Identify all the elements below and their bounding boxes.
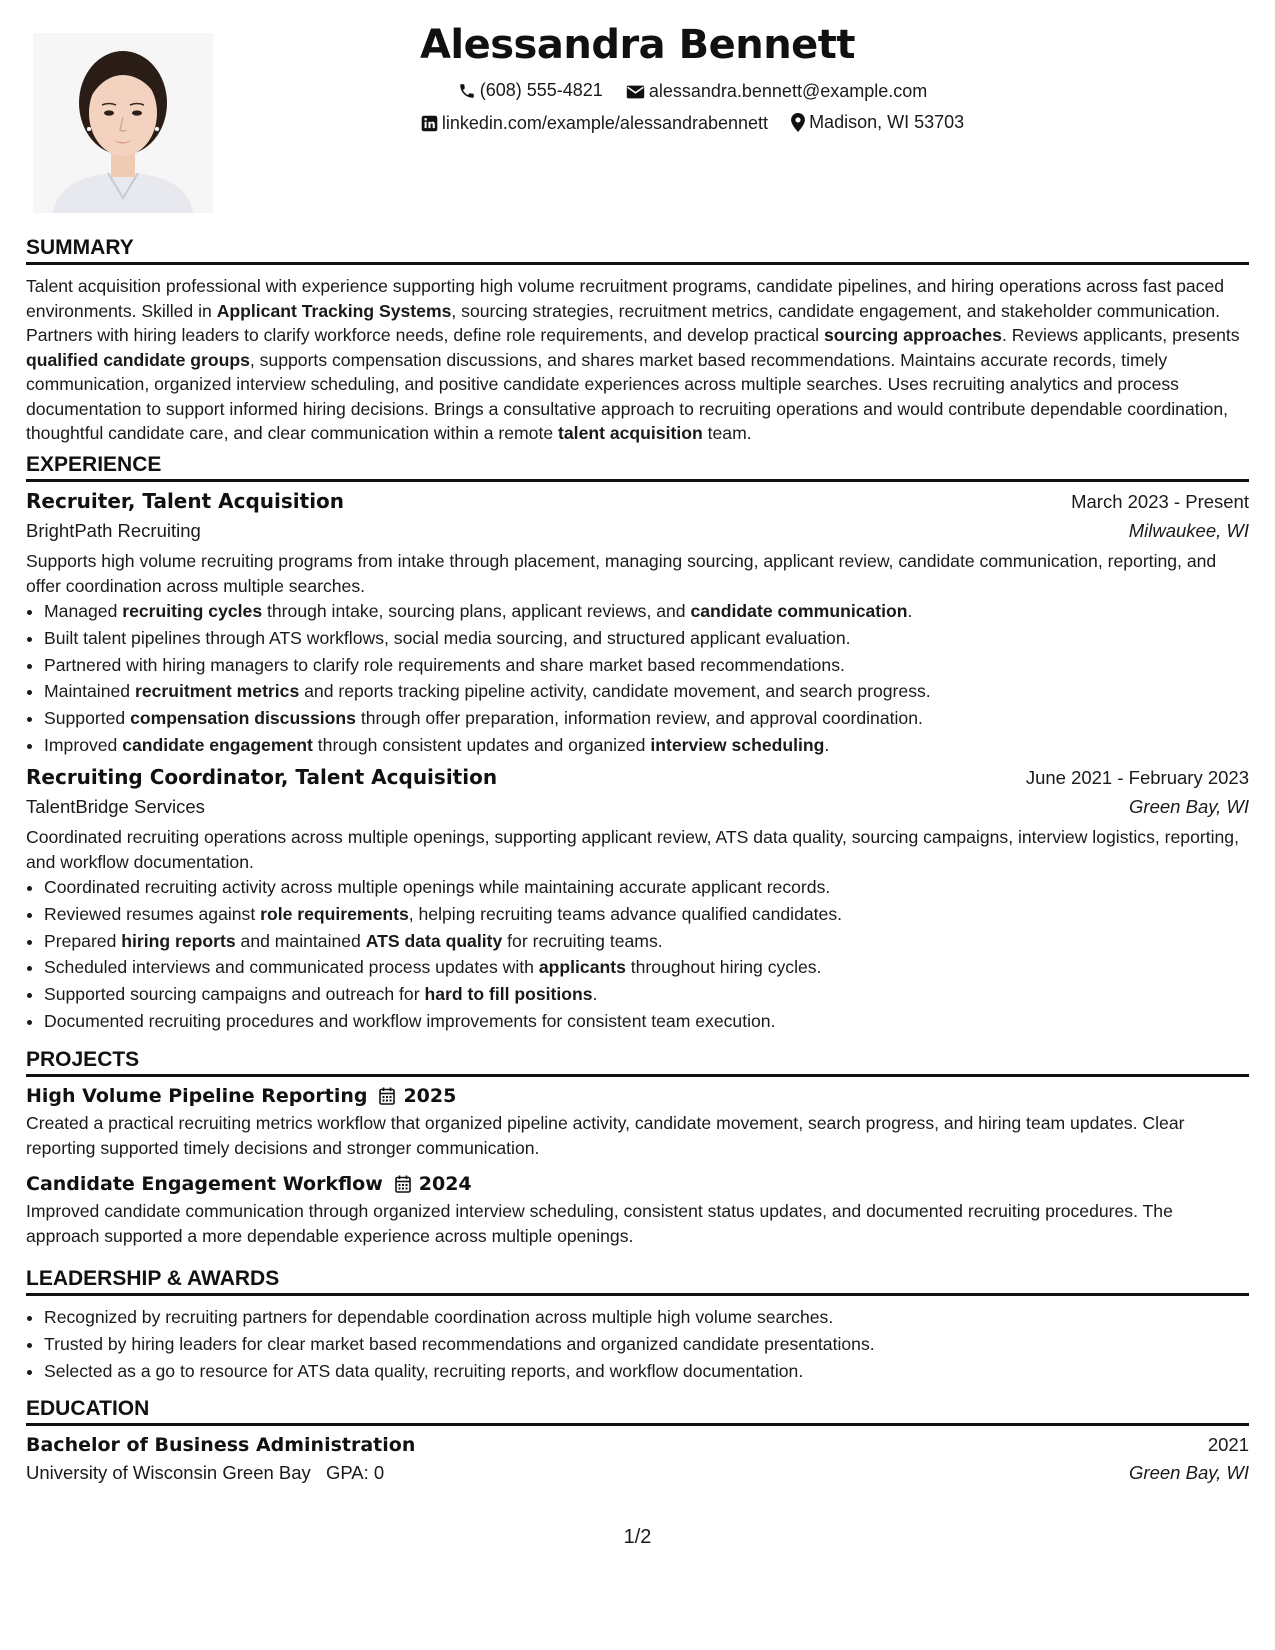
bold-text: candidate communication: [690, 601, 908, 621]
job-description: Supports high volume recruiting programs from intake through placement, managing sourcing, applicant review, candidate communication, reporting, and offer coordination across multiple searches.: [26, 551, 1217, 596]
summary-text: [26, 274, 1249, 446]
text-segment: .: [824, 734, 830, 755]
job-location: Milwaukee, WI: [1128, 520, 1249, 541]
text-segment: Improved: [44, 734, 123, 755]
list-item: [44, 954, 1249, 981]
bold-text: sourcing approaches: [823, 325, 1002, 345]
project-name: Candidate Engagement Workflow: [26, 1173, 383, 1195]
education-section: [26, 1395, 1249, 1484]
job-entry: [26, 489, 1249, 759]
job-description: Coordinated recruiting operations across multiple openings, supporting applicant review, ATS data quality, sourcing campaigns, interview logistics, reporting, and workflow documentation.: [26, 827, 1239, 872]
location-text: Madison, WI 53703: [809, 112, 965, 132]
text-segment: Maintained: [44, 681, 135, 702]
text-segment: Talent acquisition professional with experience supporting high volume recruitment programs, candidate pipelines, and hiring operations across fast paced environments. Skilled in: [26, 276, 1225, 321]
project-entry: [26, 1173, 1249, 1248]
email-text: alessandra.bennett@example.com: [648, 81, 928, 101]
list-item: [44, 652, 1249, 679]
text-segment: , supports compensation discussions, and shares market based recommendations. Maintains accurate records, timely communication, organized interview scheduling, and positive candidate experiences across multiple searches. Uses recruiting analytics and process documentation to support informed hiring decisions. Brings a consultative approach to recruiting operations and would contribute dependable coordination, thoughtful candidate care, and clear communication within a remote: [26, 349, 1229, 443]
list-item: [44, 928, 1249, 955]
projects-heading: PROJECTS: [26, 1046, 1249, 1077]
bold-text: recruiting cycles: [122, 601, 263, 621]
text-segment: through consistent updates and organized: [312, 734, 651, 755]
list-item: [44, 732, 1249, 759]
job-dates: March 2023 - Present: [1071, 491, 1249, 512]
linkedin-text: linkedin.com/example/alessandrabennett: [441, 113, 769, 133]
list-item: [44, 901, 1249, 928]
text-segment: Supported: [44, 708, 131, 729]
text-segment: Managed: [44, 601, 123, 621]
gpa: GPA: 0: [325, 1462, 385, 1483]
list-item: • Recognized by recruiting partners for dependable coordination across multiple high volume searches.: [44, 1304, 1249, 1331]
text-segment: Documented recruiting procedures and workflow improvements for consistent team execution.: [44, 1010, 776, 1031]
text-segment: , sourcing strategies, recruitment metrics, candidate engagement, and stakeholder communication. Partners with hiring leaders to clarify workforce needs, define role requirements, and develop practical: [26, 300, 1221, 345]
job-title: Recruiting Coordinator, Talent Acquisition: [26, 765, 498, 789]
project-description: Created a practical recruiting metrics workflow that organized pipeline activity, candidate movement, search progress, and hiring team updates. Clear reporting supported timely decisions and stronger communication.: [26, 1113, 1185, 1158]
job-location: Green Bay, WI: [1129, 796, 1249, 817]
list-item: • Selected as a go to resource for ATS data quality, recruiting reports, and workflow documentation.: [44, 1358, 1249, 1385]
contact-row-secondary: [110, 112, 1275, 137]
project-year: 2024: [418, 1173, 472, 1195]
map-pin-icon: [791, 113, 805, 132]
phone-icon: [458, 82, 476, 100]
text-segment: and maintained: [235, 930, 366, 951]
leadership-heading: LEADERSHIP & AWARDS: [26, 1265, 1249, 1296]
text-segment: Prepared: [44, 930, 122, 951]
bold-text: Applicant Tracking Systems: [216, 300, 452, 321]
summary-heading: SUMMARY: [26, 234, 1249, 265]
school-name: University of Wisconsin Green Bay: [26, 1462, 311, 1483]
list-item: [44, 598, 1249, 625]
job-bullets: [26, 874, 1249, 1035]
text-segment: . Reviews applicants, presents: [1001, 325, 1240, 345]
phone-text: (608) 555-4821: [479, 80, 603, 100]
experience-heading: EXPERIENCE: [26, 451, 1249, 482]
envelope-icon: [626, 84, 645, 100]
text-segment: Partnered with hiring managers to clarify role requirements and share market based recommendations.: [44, 654, 845, 675]
list-item: [44, 678, 1249, 705]
text-segment: .: [592, 984, 598, 1005]
text-segment: Supported sourcing campaigns and outreach for: [44, 984, 425, 1005]
bold-text: ATS data quality: [365, 930, 503, 951]
list-item: [44, 625, 1249, 652]
bold-text: hiring reports: [121, 930, 236, 951]
contact-email[interactable]: [626, 81, 927, 102]
bold-text: qualified candidate groups: [26, 349, 250, 370]
job-bullets: [26, 598, 1249, 759]
page-number: 1/2: [623, 1526, 652, 1548]
bold-text: recruitment metrics: [134, 681, 300, 702]
text-segment: team.: [702, 423, 752, 443]
experience-section: [26, 451, 1249, 482]
contact-linkedin[interactable]: [421, 113, 768, 134]
list-item: [44, 1008, 1249, 1035]
contact-location: [791, 112, 964, 133]
bold-text: interview scheduling: [650, 734, 825, 755]
candidate-name: Alessandra Bennett: [419, 22, 856, 68]
text-segment: Coordinated recruiting activity across multiple openings while maintaining accurate applicant records.: [44, 877, 831, 897]
text-segment: throughout hiring cycles.: [625, 957, 822, 978]
degree: Bachelor of Business Administration: [26, 1434, 416, 1456]
job-company: BrightPath Recruiting: [26, 520, 201, 541]
text-segment: Scheduled interviews and communicated process updates with: [44, 957, 539, 978]
project-entry: [26, 1085, 1249, 1160]
education-heading: EDUCATION: [26, 1395, 1249, 1426]
summary-section: [26, 234, 1249, 446]
bold-text: hard to fill positions: [424, 984, 593, 1005]
contact-phone[interactable]: [458, 80, 603, 101]
leadership-section: [26, 1265, 1249, 1384]
job-entry: [26, 765, 1249, 1035]
job-title: Recruiter, Talent Acquisition: [26, 489, 345, 513]
bold-text: applicants: [538, 957, 626, 978]
text-segment: Built talent pipelines through ATS workflows, social media sourcing, and structured applicant evaluation.: [44, 627, 851, 648]
calendar-icon: [395, 1175, 411, 1193]
bold-text: role requirements: [260, 903, 409, 924]
project-description: Improved candidate communication through organized interview scheduling, consistent status updates, and documented recruiting procedures. The approach supported a more dependable experience across multiple openings.: [26, 1201, 1173, 1246]
text-segment: through offer preparation, information review, and approval coordination.: [355, 708, 923, 729]
graduation-year: 2021: [1207, 1434, 1249, 1455]
text-segment: .: [907, 601, 913, 621]
school-location: Green Bay, WI: [1129, 1462, 1249, 1483]
list-item: [44, 705, 1249, 732]
list-item: [44, 874, 1249, 901]
text-segment: , helping recruiting teams advance qualified candidates.: [408, 903, 843, 924]
text-segment: Reviewed resumes against: [44, 903, 261, 924]
text-segment: for recruiting teams.: [502, 930, 663, 951]
project-name: High Volume Pipeline Reporting: [26, 1085, 368, 1107]
projects-section: [26, 1046, 1249, 1077]
bold-text: compensation discussions: [130, 708, 356, 729]
job-company: TalentBridge Services: [26, 796, 205, 817]
list-item: [44, 981, 1249, 1008]
job-dates: June 2021 - February 2023: [1025, 767, 1249, 788]
project-year: 2025: [403, 1085, 457, 1107]
bold-text: candidate engagement: [122, 734, 313, 755]
linkedin-icon: [421, 115, 438, 132]
text-segment: and reports tracking pipeline activity, candidate movement, and search progress.: [299, 681, 931, 702]
calendar-icon: [379, 1087, 395, 1105]
text-segment: through intake, sourcing plans, applicant reviews, and: [262, 601, 691, 621]
list-item: • Trusted by hiring leaders for clear market based recommendations and organized candidate presentations.: [44, 1331, 1249, 1358]
contact-row-primary: [110, 80, 1275, 105]
leadership-bullets: [26, 1304, 1249, 1384]
bold-text: talent acquisition: [558, 423, 703, 443]
